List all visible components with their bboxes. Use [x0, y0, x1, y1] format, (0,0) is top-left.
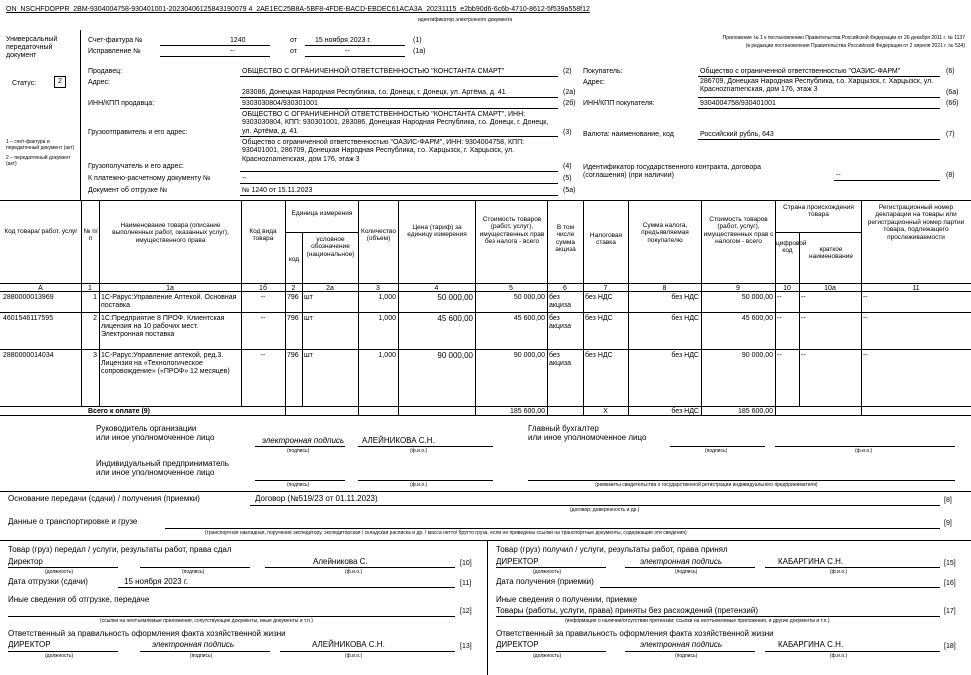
acc-fio-caption: (ф.и.о.) [855, 448, 873, 454]
row-country-name: -- [801, 315, 806, 322]
row-num: 1 [93, 294, 97, 301]
right-n16: [16] [944, 580, 956, 587]
status-box: 2 [54, 76, 66, 88]
consignee-n: (4) [563, 163, 572, 170]
row-country-name: -- [801, 294, 806, 301]
row-excise: без акциза [549, 294, 571, 310]
shipdoc-label: Документ об отгрузке № [88, 187, 168, 194]
right-resp-dolzh-caption: (должность) [533, 653, 562, 659]
right-n17: [17] [944, 608, 956, 615]
right-date-label: Дата получения (приемки) [496, 577, 594, 586]
shipper-n: (3) [563, 129, 572, 136]
th-kind: Код вида товара [249, 228, 277, 243]
left-resp-sign: электронная подпись [152, 640, 235, 649]
currency-value: Российский рубль, 643 [700, 131, 774, 138]
head-fio-caption: (ф.и.о.) [410, 448, 428, 454]
row-code: 2880000013969 [3, 294, 54, 301]
row-excise: без акциза [549, 315, 571, 331]
row-qty: 1,000 [378, 294, 396, 301]
ip-note: (реквизиты свидетельства о государственной регистрации индивидуального предпринимателя) [595, 482, 818, 488]
head-label-2: или иное уполномоченное лицо [96, 433, 215, 442]
invoice-n1: (1) [413, 37, 422, 44]
transport-note: (транспортная накладная, поручение экспедитору, экспедиторская / складская расписка и др. / масса нетто/ брутто груза, если не приведены ссылки на транспортные документы, содержащие эти сведения) [205, 530, 687, 536]
row-kind: -- [260, 294, 266, 301]
left-n12: [12] [460, 608, 472, 615]
shipper-label: Грузоотправитель и его адрес: [88, 129, 188, 136]
row-unit-name: шт [304, 352, 313, 359]
left-other-note: (ссылки на неотъемлемые приложения, сопутствующие документы, иные документы и т.п.) [100, 618, 313, 624]
th-code: Код товара/ работ, услуг [4, 228, 78, 235]
ip-fio-caption: (ф.и.о.) [410, 482, 428, 488]
ip-sign-caption: (подпись) [287, 482, 310, 488]
head-label-1: Руководитель организации [96, 424, 197, 433]
status-note-1: 1 – счет-фактура и передаточный документ (акт) [6, 139, 75, 151]
th-unit-code: код [288, 256, 300, 263]
right-accepted: Товары (работы, услуги, права) приняты без расхождений (претензий) [496, 606, 759, 615]
row-num: 3 [93, 352, 97, 359]
th-country-name: краткое наименование [809, 246, 853, 261]
left-pos: Директор [8, 557, 43, 566]
status-label: Статус: [12, 80, 37, 87]
right-resp-sign: электронная подпись [640, 640, 723, 649]
col-num-9: 9 [736, 285, 740, 292]
right-resp-fio-caption: (ф.и.о.) [830, 653, 848, 659]
buyer-n: (6) [946, 68, 955, 75]
row-rate: без НДС [585, 315, 613, 322]
invoice-label: Счет-фактура № [88, 37, 143, 44]
consignee-label: Грузополучатель и его адрес: [88, 163, 184, 170]
row-country-code: -- [777, 294, 782, 301]
row-num: 2 [93, 315, 97, 322]
seller-inn-label: ИНН/КПП продавца: [88, 100, 155, 107]
left-resp-dolzh-caption: (должность) [45, 653, 74, 659]
right-fio-caption: (ф.и.о.) [830, 569, 848, 575]
th-unit-name: условное обозначение (национальное) [306, 236, 355, 258]
upd-title-1: Универсальный [6, 36, 58, 43]
payment-value: -- [242, 175, 247, 182]
left-n13: [13] [460, 643, 472, 650]
col-num-1b: 1б [259, 285, 267, 292]
row-name: 1С:Предприятие 8 ПРОФ. Клиентская лицензия на 10 рабочих мест. Электронная поставка [101, 315, 225, 339]
fix-date: -- [345, 48, 350, 55]
fix-ot: от [290, 48, 297, 55]
col-num-10a: 10а [824, 285, 836, 292]
left-other: Иные сведения об отгрузке, передаче [8, 595, 150, 604]
row-kind: -- [260, 315, 266, 322]
left-name: Алейникова С. [313, 557, 368, 566]
col-num-1a: 1а [166, 285, 174, 292]
annex-line-2: (в редакции постановления Правительства Российской Федерации от 2 апреля 2021 г. № 534) [745, 43, 965, 49]
currency-label: Валюта: наименование, код [583, 131, 674, 138]
th-cost: Стоимость товаров (работ, услуг), имущественных прав без налога - всего [479, 216, 545, 246]
row-qty: 1,000 [378, 315, 396, 322]
row-unit-code: 796 [287, 315, 299, 322]
invoice-ot: от [290, 37, 297, 44]
fix-n1a: (1а) [413, 48, 426, 55]
right-other-note: (информация о наличии/отсутствии претензии; ссылки на неотъемлемые приложения, и другие документы и т.п.) [565, 618, 830, 624]
row-unit-code: 796 [287, 294, 299, 301]
row-tax: без НДС [671, 315, 699, 322]
row-country-code: -- [777, 315, 782, 322]
th-decl: Регистрационный номер декларации на товары или регистрационный номер партии товара, подлежащего прослеживаемости [867, 204, 965, 241]
right-title: Товар (груз) получил / услуги, результаты работ, права принял [496, 545, 728, 554]
row-unit-code: 796 [287, 352, 299, 359]
th-num: № п/п [83, 228, 98, 243]
transport-n: [9] [944, 520, 952, 527]
seller-addr-n: (2а) [563, 89, 576, 96]
total-tax: без НДС [671, 408, 699, 415]
currency-n: (7) [946, 131, 955, 138]
th-price: Цена (тариф) за единицу измерения [407, 224, 467, 239]
buyer-inn: 9304004758/930401001 [700, 100, 776, 107]
right-n18: [18] [944, 643, 956, 650]
th-tax: Сумма налога, предъявляемая покупателю [641, 222, 689, 244]
acc-label-1: Главный бухгалтер [528, 424, 599, 433]
col-num-6: 6 [563, 285, 567, 292]
left-n10: [10] [460, 560, 472, 567]
contract-n: (8) [946, 172, 955, 179]
row-decl: -- [863, 352, 868, 359]
row-unit-name: шт [304, 315, 313, 322]
left-dolzh-caption: (должность) [45, 569, 74, 575]
payment-label: К платежно-расчетному документу № [88, 175, 211, 182]
left-resp-sign-caption: (подпись) [190, 653, 213, 659]
total-x: X [603, 408, 608, 415]
right-resp-pos: ДИРЕКТОР [496, 640, 539, 649]
row-cost: 45 600,00 [513, 315, 545, 322]
head-sign-caption: (подпись) [287, 448, 310, 454]
row-name: 1С-Рарус:Управление Аптекой. Основная поставка [101, 294, 237, 310]
col-num-A: А [38, 285, 43, 292]
left-sign-caption: (подпись) [182, 569, 205, 575]
right-sign: электронная подпись [640, 557, 723, 566]
row-price: 50 000,00 [437, 293, 473, 302]
col-num-2: 2 [291, 285, 296, 292]
col-num-8: 8 [662, 285, 667, 292]
left-fio-caption: (ф.и.о.) [345, 569, 363, 575]
col-num-1: 1 [88, 285, 92, 292]
row-country-name: -- [801, 352, 806, 359]
row-cost: 50 000,00 [513, 294, 545, 301]
row-code: 2880000014034 [3, 352, 54, 359]
th-qty: Количество (объем) [361, 228, 396, 243]
row-rate: без НДС [585, 352, 613, 359]
annex-line-1: Приложение № 1 к постановлению Правительства Российской Федерации от 26 декабря 2011 г. № 1137 [722, 35, 965, 41]
col-num-7: 7 [603, 285, 608, 292]
col-num-3: 3 [376, 285, 380, 292]
th-total: Стоимость товаров (работ, услуг), имущественных прав с налогом - всего [703, 216, 774, 246]
acc-sign-caption: (подпись) [705, 448, 728, 454]
row-price: 90 000,00 [437, 351, 473, 360]
row-qty: 1,000 [378, 352, 396, 359]
buyer-value: Общество с ограниченной ответственностью "ОАЗИС-ФАРМ" [700, 68, 901, 75]
file-id-caption: идентификатор электронного документа [418, 17, 513, 23]
right-resp-name: КАБАРГИНА С.Н. [778, 640, 844, 649]
shipdoc-n: (5а) [563, 187, 576, 194]
payment-n: (5) [563, 175, 572, 182]
row-decl: -- [863, 294, 868, 301]
total-cost: 185 600,00 [509, 408, 545, 415]
col-num-10: 10 [783, 285, 791, 292]
th-unit: Единица измерения [291, 210, 353, 217]
row-cost: 90 000,00 [513, 352, 545, 359]
right-other: Иные сведения о получении, приемке [496, 595, 638, 604]
row-price: 45 600,00 [437, 314, 473, 323]
total-sum: 185 600,00 [737, 408, 773, 415]
th-country-code: цифровой код [776, 240, 807, 255]
row-code: 4601546117595 [3, 315, 54, 322]
fix-number: -- [230, 48, 235, 55]
upd-title-2: передаточный [6, 44, 53, 51]
left-resp-fio-caption: (ф.и.о.) [345, 653, 363, 659]
head-esign: электронная подпись [262, 436, 345, 445]
left-title: Товар (груз) передал / услуги, результаты работ, права сдал [8, 545, 232, 554]
th-rate: Налоговая ставка [589, 232, 623, 247]
row-total: 45 600,00 [741, 315, 773, 322]
status-note-2: 2 – передаточный документ (акт) [6, 155, 71, 167]
row-total: 90 000,00 [741, 352, 773, 359]
buyer-label: Покупатель: [583, 68, 623, 75]
buyer-inn-label: ИНН/КПП покупателя: [583, 100, 655, 107]
row-name: 1С-Рарус:Управление аптекой, ред.3. Лицензия на «Технологическое сопровождение» («ПРОФ» 12 месяцев) [101, 352, 230, 376]
col-num-11: 11 [912, 285, 920, 292]
basis-value: Договор (№519/23 от 01.11.2023) [255, 494, 378, 503]
basis-note: (договор; доверенность и др.) [570, 507, 640, 513]
left-resp: Ответственный за правильность оформления факта хозяйственной жизни [8, 629, 286, 638]
seller-inn-n: (2б) [563, 100, 576, 107]
contract-value: -- [836, 172, 841, 179]
row-excise: без акциза [549, 352, 571, 368]
row-rate: без НДС [585, 294, 613, 301]
row-country-code: -- [777, 352, 782, 359]
right-name: КАБАРГИНА С.Н. [778, 557, 844, 566]
row-total: 50 000,00 [741, 294, 773, 301]
col-num-4: 4 [434, 285, 439, 292]
seller-inn: 9303030804/930301001 [242, 100, 318, 107]
head-name: АЛЕЙНИКОВА С.Н. [362, 436, 435, 445]
row-tax: без НДС [671, 352, 699, 359]
buyer-addr-n: (6а) [946, 89, 959, 96]
seller-addr: 283086, Донецкая Народная Республика, г.о. Донецк, г. Донецк, ул. Артёма, д. 41 [242, 89, 506, 96]
th-country: Страна происхождения товара [783, 204, 854, 219]
right-dolzh-caption: (должность) [533, 569, 562, 575]
left-date: 15 ноября 2023 г. [124, 577, 188, 586]
col-num-5: 5 [509, 285, 513, 292]
seller-label: Продавец: [88, 68, 123, 75]
buyer-addr: 286709, Донецкая Народная Республика, г.о. Харцызск, г. Харцызск, ул. Красноznamenская, дом 176, этаж 3 [700, 78, 934, 94]
basis-label: Основание передачи (сдачи) / получения (приемки) [8, 494, 200, 503]
right-resp-sign-caption: (подпись) [675, 653, 698, 659]
ip-label-1: Индивидуальный предприниматель [96, 459, 229, 468]
right-n15: [15] [944, 560, 956, 567]
seller-value: ОБЩЕСТВО С ОГРАНИЧЕННОЙ ОТВЕТСТВЕННОСТЬЮ "КОНСТАНТА СМАРТ" [242, 68, 505, 75]
row-tax: без НДС [671, 294, 699, 301]
right-resp: Ответственный за правильность оформления факта хозяйственной жизни [496, 629, 774, 638]
ip-label-2: или иное уполномоченное лицо [96, 468, 215, 477]
row-kind: -- [260, 352, 266, 359]
buyer-inn-n: (6б) [946, 100, 959, 107]
transport-label: Данные о транспортировке и грузе [8, 517, 138, 526]
shipdoc-value: № 1240 от 15.11.2023 [242, 187, 313, 194]
left-n11: [11] [460, 580, 472, 587]
col-num-2a: 2а [326, 285, 334, 292]
row-unit-name: шт [304, 294, 313, 301]
fix-label: Исправление № [88, 48, 141, 55]
right-pos: ДИРЕКТОР [496, 557, 539, 566]
seller-addr-label: Адрес: [88, 79, 110, 86]
buyer-addr-label: Адрес: [583, 79, 605, 86]
invoice-date: 15 ноября 2023 г. [315, 37, 371, 44]
acc-label-2: или иное уполномоченное лицо [528, 433, 647, 442]
seller-n: (2) [563, 68, 572, 75]
shipper-value: ОБЩЕСТВО С ОГРАНИЧЕННОЙ ОТВЕТСТВЕННОСТЬЮ "КОНСТАНТА СМАРТ", ИНН: 9303030804, КПП: 930301001, 283086, Донецкая Народная Республика, г.о. Донецк, г. Донецк, ул. Артёма, д. 41 [242, 111, 549, 135]
consignee-value: Общество с ограниченной ответственностью "ОАЗИС-ФАРМ", ИНН: 9304004758, КПП: 930401001, 286709, Донецкая Народная Республика, г.о. Харцызск, г. Харцызск, ул. Красноznamenская, дом 176, этаж 3 [242, 139, 525, 163]
upd-title-3: документ [6, 52, 37, 59]
th-excise: В том числе сумма акциза [555, 224, 576, 254]
right-sign-caption: (подпись) [675, 569, 698, 575]
row-decl: -- [863, 315, 868, 322]
left-resp-name: АЛЕЙНИКОВА С.Н. [312, 640, 385, 649]
left-resp-pos: ДИРЕКТОР [8, 640, 51, 649]
left-date-label: Дата отгрузки (сдачи) [8, 577, 88, 586]
th-name: Наименование товара (описание выполненных работ, оказанных услуг), имущественного права [112, 222, 229, 244]
invoice-number: 1240 [230, 37, 246, 44]
basis-n: [8] [944, 497, 952, 504]
contract-label: Идентификатор государственного контракта, договора (соглашения) (при наличии) [583, 164, 762, 180]
total-label: Всего к оплате (9) [88, 408, 150, 415]
file-name: ON_NSCHFDOPPR_2BM-9304004758-930401001-20230406125843190079 4_2AE1EC25B8A-5BF8-4FDE-BACD-EBDEC61ACA3A_20231115_e2bb90d6-6c6b-4710-8612-5f539a558f12 [6, 6, 590, 13]
